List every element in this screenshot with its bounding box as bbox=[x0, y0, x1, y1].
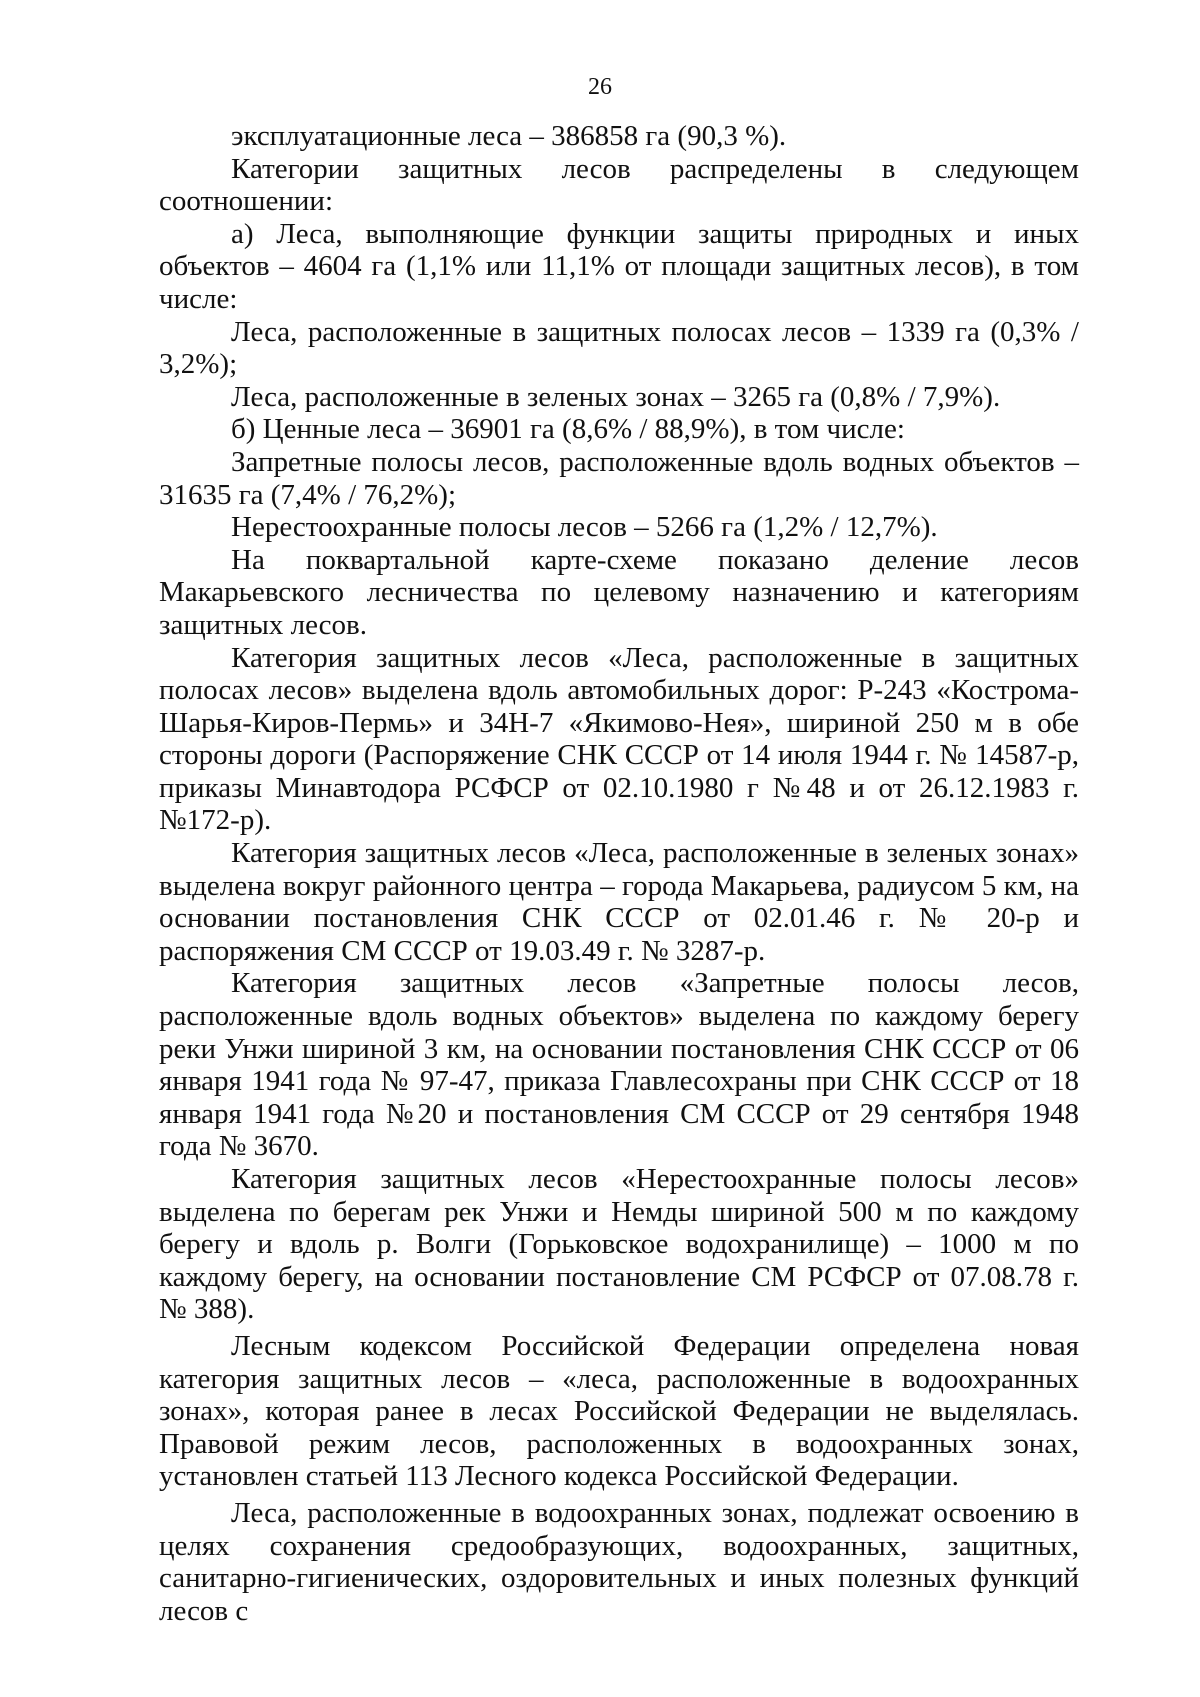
paragraph-water-objects-category: Категория защитных лесов «Запретные полосы лесов, расположенные вдоль водных объектов» выделена по каждому берегу реки Унжи шириной 3 км, на основании постановления СНК СССР от 06 января 1941 года № 97-47, приказа Главлесохраны при СНК СССР от 18 января 1941 года №20 и постановления СМ СССР от 29 сентября 1948 года № 3670. bbox=[159, 967, 1079, 1163]
page-number: 26 bbox=[588, 74, 612, 100]
paragraph-exploitation-forests: эксплуатационные леса – 386858 га (90,3 %). bbox=[231, 120, 787, 152]
paragraph-forest-code: Лесным кодексом Российской Федерации определена новая категория защитных лесов – «леса, расположенные в водоохранных зонах», которая ранее в лесах Российской Федерации не выделялась. Правовой режим лесов, расположенных в водоохранных зонах, установлен статьей 113 Лесного кодекса Российской Федерации. bbox=[159, 1329, 1079, 1493]
paragraph-map-scheme: На поквартальной карте-схеме показано деление лесов Макарьевского лесничества по целевому назначению и категориям защитных лесов. bbox=[159, 543, 1079, 641]
paragraph-water-protection-zones: Леса, расположенные в водоохранных зонах, подлежат освоению в целях сохранения средообразующих, водоохранных, защитных, санитарно-гигиенических, оздоровительных и иных полезных функций лесов с bbox=[159, 1496, 1079, 1627]
paragraph-protection-functions: а) Леса, выполняющие функции защиты природных и иных объектов – 4604 га (1,1% или 11,1% от площади защитных лесов), в том числе: bbox=[159, 217, 1079, 315]
paragraph-green-zones: Леса, расположенные в зеленых зонах – 3265 га (0,8% / 7,9%). bbox=[231, 380, 1001, 413]
paragraph-green-zone-category: Категория защитных лесов «Леса, расположенные в зеленых зонах» выделена вокруг районного центра – города Макарьева, радиусом 5 км, на основании постановления СНК СССР от 02.01.46 г. № 20-р и распоряжения СМ СССР от 19.03.49 г. № 3287-р. bbox=[159, 837, 1079, 967]
paragraph-protective-strips: Леса, расположенные в защитных полосах лесов – 1339 га (0,3% / 3,2%); bbox=[159, 315, 1079, 381]
paragraph-spawning-strips: Нерестоохранные полосы лесов – 5266 га (1,2% / 12,7%). bbox=[231, 511, 938, 544]
paragraph-road-protection: Категория защитных лесов «Леса, расположенные в защитных полосах лесов» выделена вдоль автомобильных дорог: Р-243 «Кострома-Шарья-Киров-Пермь» и 34Н-7 «Якимово-Нея», шириной 250 м в обе стороны дороги (Распоряжение СНК СССР от 14 июля 1944 г. № 14587-р, приказы Минавтодора РСФСР от 02.10.1980 г №48 и от 26.12.1983 г. №172-р). bbox=[159, 641, 1079, 837]
paragraph-prohibited-strips: Запретные полосы лесов, расположенные вдоль водных объектов – 31635 га (7,4% / 76,2%); bbox=[159, 445, 1079, 511]
paragraph-categories-intro: Категории защитных лесов распределены в следующем соотношении: bbox=[159, 152, 1079, 218]
document-body bbox=[159, 120, 1079, 1627]
paragraph-spawning-category: Категория защитных лесов «Нерестоохранные полосы лесов» выделена по берегам рек Унжи и Немды шириной 500 м по каждому берегу и вдоль р. Волги (Горьковское водохранилище) – 1000 м по каждому берегу, на основании постановление СМ РСФСР от 07.08.78 г. № 388). bbox=[159, 1163, 1079, 1326]
paragraph-valuable-forests: б) Ценные леса – 36901 га (8,6% / 88,9%), в том числе: bbox=[231, 413, 905, 446]
